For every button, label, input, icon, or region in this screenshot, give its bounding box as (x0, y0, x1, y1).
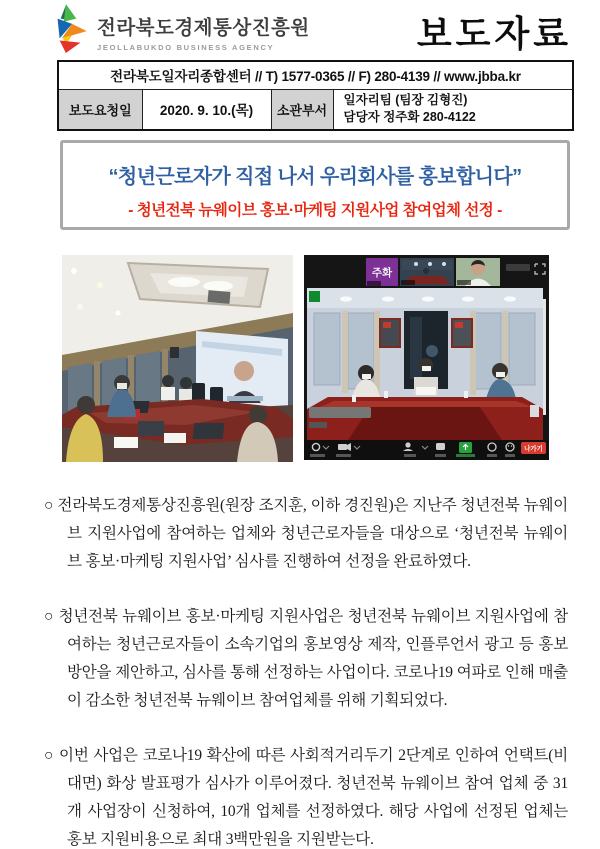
department-cell (333, 89, 573, 130)
video-conference-screenshot (304, 255, 549, 460)
agency-logo-icon (46, 3, 92, 53)
request-date-label: 보도요청일 (58, 89, 142, 130)
document-type-title: 보도자료 (416, 13, 572, 54)
meeting-room-photo (62, 255, 293, 462)
zoom-leave-button (521, 442, 546, 454)
contact-info-table (57, 60, 574, 131)
zoom-leave-label: 나가기 (524, 445, 543, 453)
press-paragraph-1 (44, 492, 568, 576)
paragraph-bullet: ○ (44, 608, 55, 625)
paragraph-bullet: ○ (44, 747, 55, 764)
zoom-participant-name: 주화 (371, 267, 393, 279)
paragraph-text: 청년전북 뉴웨이브 홍보·마케팅 지원사업은 청년전북 뉴웨이브 지원사업에 참여하는 청년근로자들이 소속기업의 홍보영상 제작, 인플루언서 광고 등 홍보방안을 제안하고, 심사를 통해 선정하는 사업이다. 코로나19 여파로 인해 매출이 감소한 청년전북 뉴웨이브 참여업체를 위해 기획되었다. (58, 608, 568, 709)
zoom-participant-tile (366, 258, 398, 286)
encryption-badge-icon (309, 291, 320, 302)
headline-title: “청년근로자가 직접 나서 우리회사를 홍보합니다” (108, 166, 522, 188)
contact-line: 전라북도일자리종합센터 // T) 1577-0365 // F) 280-4139 // www.jbba.kr (58, 61, 573, 89)
press-paragraph-3 (44, 742, 568, 849)
zoom-room-thumbnail (400, 258, 454, 286)
department-team-line: 일자리팀 (팀장 김형진) (343, 93, 468, 108)
agency-name: 전라북도경제통상진흥원 (97, 17, 310, 39)
participants-icon (405, 442, 410, 447)
press-paragraph-2 (44, 603, 568, 715)
press-body (44, 492, 568, 849)
request-date-value: 2020. 9. 10.(목) (142, 89, 271, 130)
paragraph-text: 전라북도경제통상진흥원(원장 조지훈, 이하 경진원)은 지난주 청년전북 뉴웨이브 지원사업에 참여하는 업체와 청년근로자들을 대상으로 ‘청년전북 뉴웨이브 홍보·마케팅 지원사업’ 심사를 진행하여 선정을 완료하였다. (57, 497, 568, 570)
zoom-notice-label (309, 407, 371, 418)
department-contact-line: 담당자 정주화 280-4122 (343, 110, 476, 125)
video-icon (338, 444, 347, 450)
chat-icon (436, 443, 445, 450)
agency-name-en: JEOLLABUKDO BUSINESS AGENCY (97, 43, 275, 52)
zoom-speaker-thumbnail (456, 258, 500, 286)
paragraph-text: 이번 사업은 코로나19 확산에 따른 사회적거리두기 2단계로 인하여 언택트(비대면) 화상 발표평가 심사가 이루어졌다. 청년전북 뉴웨이브 참여 업체 중 31개 사업장이 신청하여, 10개 업체를 선정하였다. 해당 사업에 선정된 업체는 홍보 지원비용으로 최대 3백만원을 지원받는다. (59, 747, 568, 848)
headline-subtitle: - 청년전북 뉴웨이브 홍보·마케팅 지원사업 참여업체 선정 - (128, 202, 502, 219)
paragraph-bullet: ○ (44, 497, 54, 514)
department-label: 소관부서 (271, 89, 333, 130)
zoom-view-toggle (506, 264, 530, 271)
photo-row (62, 255, 549, 462)
agency-brand (97, 12, 310, 52)
headline-box (60, 140, 570, 230)
